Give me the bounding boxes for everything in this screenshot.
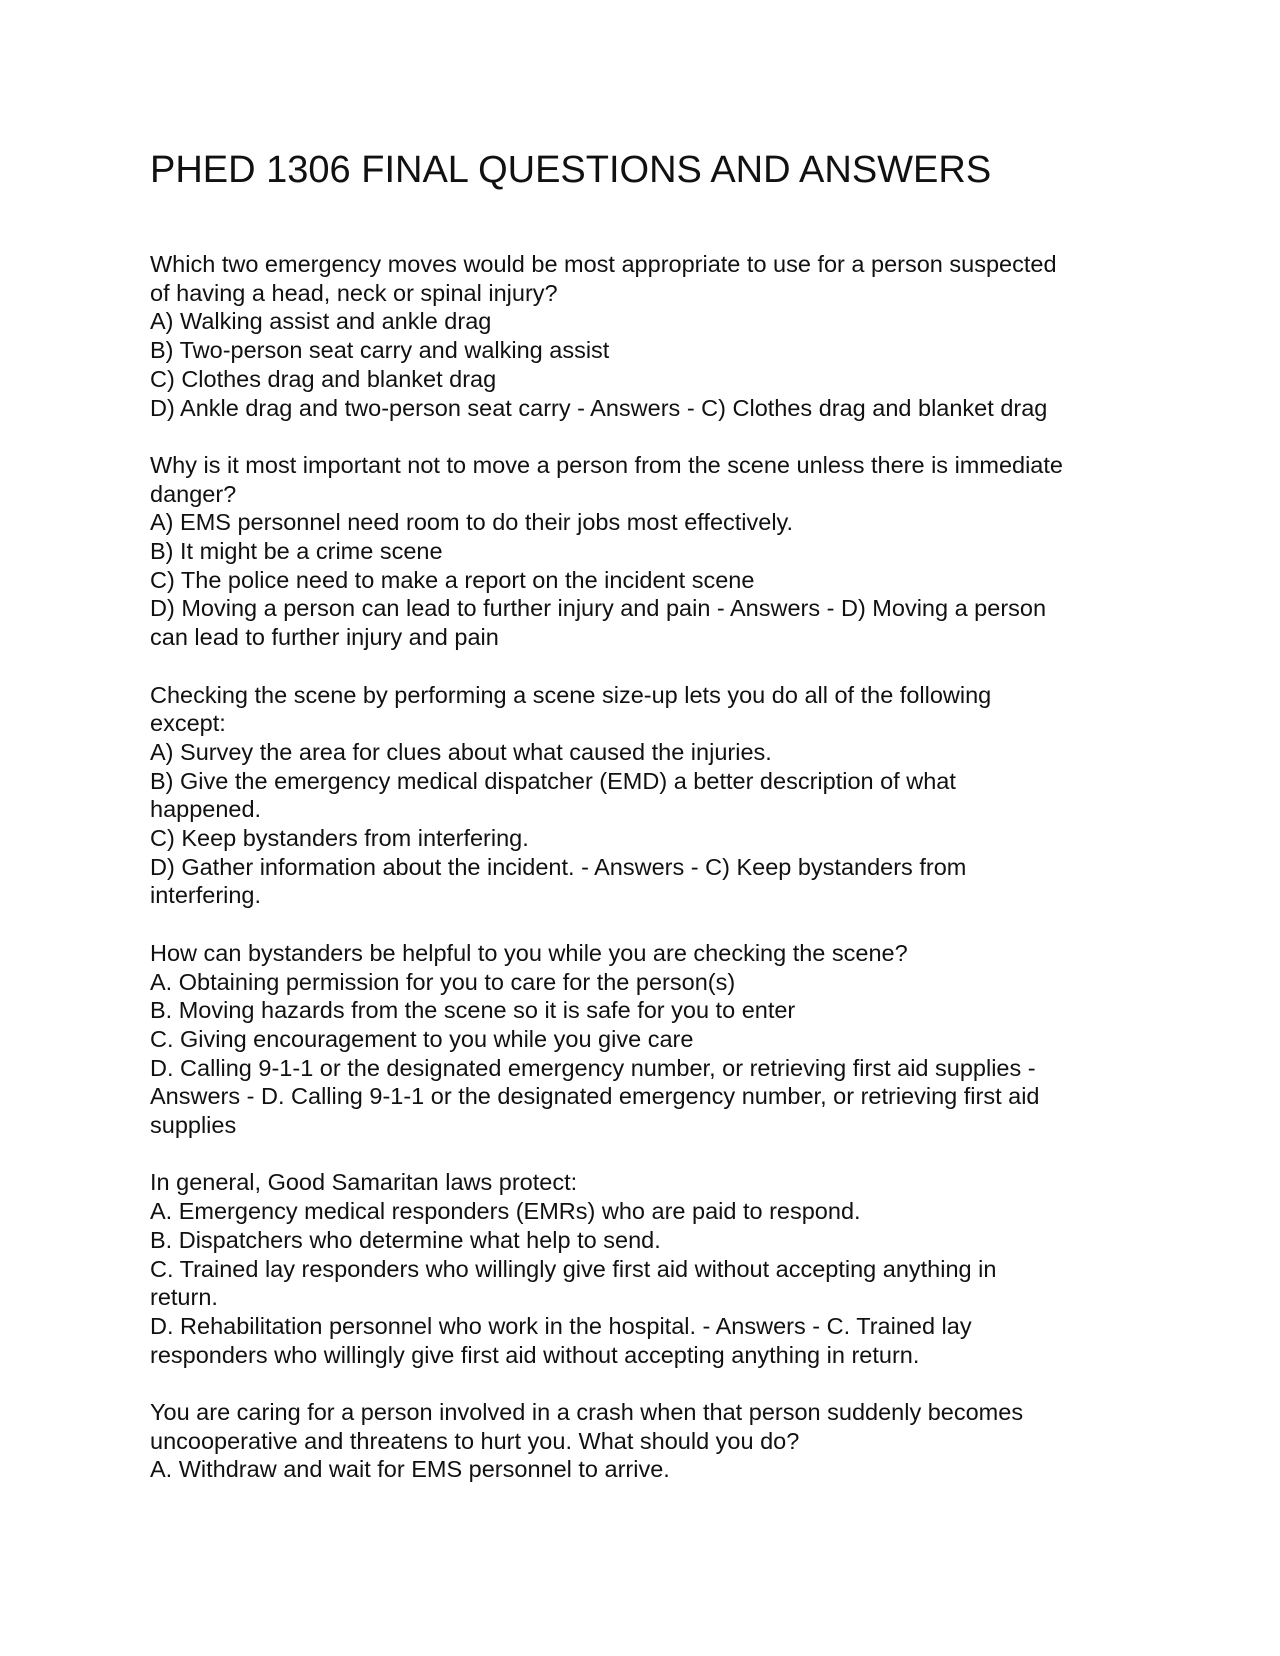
text-line: C) Keep bystanders from interfering. — [150, 825, 529, 852]
text-line: You are caring for a person involved in a crash when that person suddenly becomes — [150, 1399, 1024, 1426]
text-line: D) Moving a person can lead to further injury and pain - Answers - D) Moving a person — [150, 595, 1047, 622]
text-line: D) Ankle drag and two-person seat carry - Answers - C) Clothes drag and blanket drag — [150, 394, 1048, 421]
text-line: Which two emergency moves would be most appropriate to use for a person suspected — [150, 251, 1057, 277]
question-block — [150, 681, 1140, 911]
text-line: A) EMS personnel need room to do their jobs most effectively. — [150, 509, 794, 536]
text-line: A. Obtaining permission for you to care for the person(s) — [150, 968, 736, 995]
text-line: interfering. — [150, 882, 262, 909]
text-line: C) Clothes drag and blanket drag — [150, 365, 497, 392]
text-line: can lead to further injury and pain — [150, 624, 499, 651]
text-line: B. Dispatchers who determine what help to send. — [150, 1226, 661, 1253]
text-line: responders who willingly give first aid without accepting anything in return. — [150, 1341, 920, 1368]
text-line: D) Gather information about the incident. - Answers - C) Keep bystanders from — [150, 853, 967, 880]
text-line: Checking the scene by performing a scene size-up lets you do all of the following — [150, 681, 992, 708]
question-block — [150, 1398, 1140, 1484]
text-line: C. Trained lay responders who willingly give first aid without accepting anything in — [150, 1255, 997, 1282]
text-line: Answers - D. Calling 9-1-1 or the designated emergency number, or retrieving first aid — [150, 1083, 1040, 1110]
text-line: uncooperative and threatens to hurt you. What should you do? — [150, 1427, 800, 1454]
document-title: PHED 1306 FINAL QUESTIONS AND ANSWERS — [150, 149, 992, 191]
text-line: A) Walking assist and ankle drag — [150, 308, 492, 335]
text-line: A. Withdraw and wait for EMS personnel to arrive. — [150, 1456, 670, 1483]
text-line: of having a head, neck or spinal injury? — [150, 279, 558, 306]
document-body — [150, 250, 1140, 1513]
question-block — [150, 1168, 1140, 1369]
text-line: A) Survey the area for clues about what caused the injuries. — [150, 738, 772, 765]
text-line: supplies — [150, 1112, 237, 1139]
text-line: C. Giving encouragement to you while you give care — [150, 1025, 694, 1052]
text-line: return. — [150, 1284, 218, 1311]
question-block — [150, 250, 1140, 422]
text-line: Why is it most important not to move a person from the scene unless there is immediate — [150, 451, 1063, 478]
text-line: B) Two-person seat carry and walking assist — [150, 337, 610, 364]
text-line: B. Moving hazards from the scene so it is safe for you to enter — [150, 997, 796, 1024]
question-block — [150, 939, 1140, 1140]
question-block — [150, 451, 1140, 652]
text-line: B) Give the emergency medical dispatcher (EMD) a better description of what — [150, 767, 956, 794]
text-line: except: — [150, 710, 226, 737]
text-line: In general, Good Samaritan laws protect: — [150, 1169, 578, 1196]
text-line: danger? — [150, 480, 237, 507]
text-line: C) The police need to make a report on the incident scene — [150, 566, 755, 593]
text-line: A. Emergency medical responders (EMRs) who are paid to respond. — [150, 1198, 861, 1225]
text-line: happened. — [150, 796, 262, 823]
text-line: D. Calling 9-1-1 or the designated emergency number, or retrieving first aid supplies - — [150, 1054, 1036, 1081]
text-line: How can bystanders be helpful to you while you are checking the scene? — [150, 939, 908, 966]
text-line: D. Rehabilitation personnel who work in the hospital. - Answers - C. Trained lay — [150, 1312, 972, 1339]
text-line: B) It might be a crime scene — [150, 538, 443, 565]
